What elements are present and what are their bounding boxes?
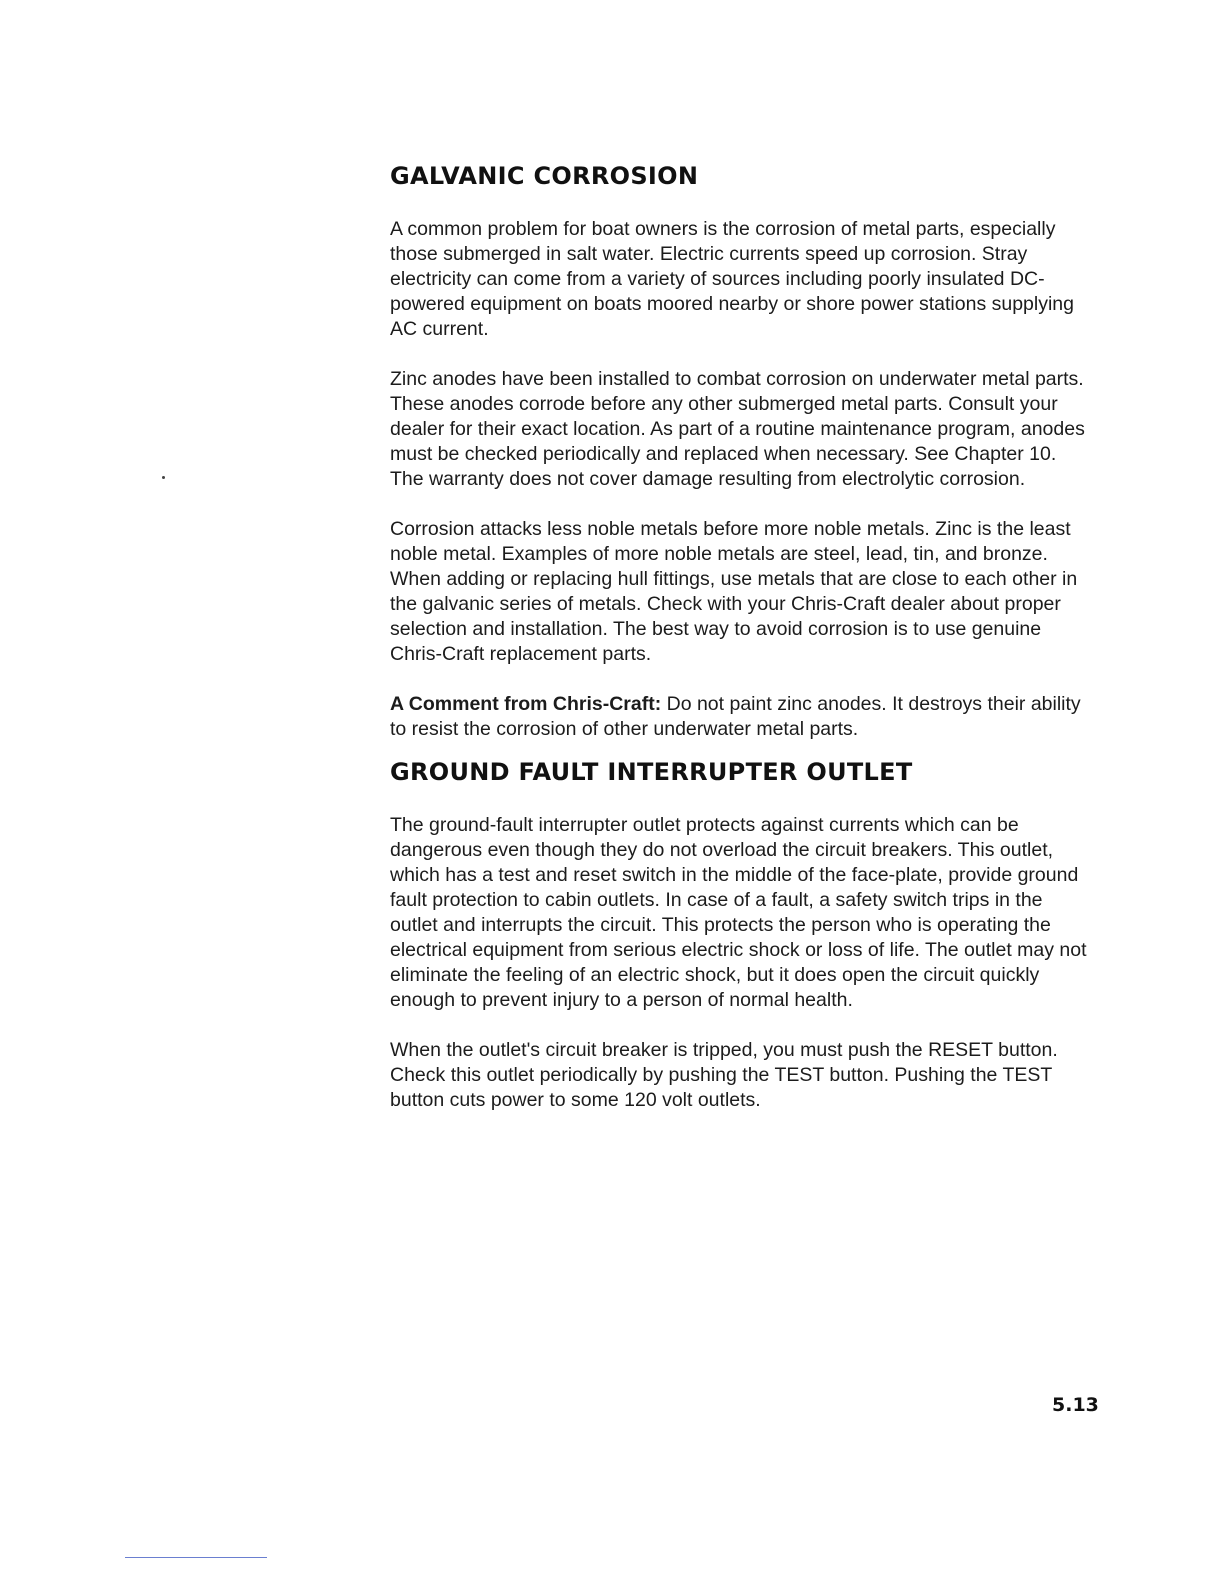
paragraph-zinc-anodes: Zinc anodes have been installed to combat corrosion on underwater metal parts. These anodes corrode before any other submerged metal parts. Consult your dealer for their exact location. As part of a routine maintenance program, anodes must be checked periodically and replaced when necessary. See Chapter 10. The warranty does not cover damage resulting from electrolytic corrosion. [390,368,1085,490]
comment-text: Do not paint zinc anodes. It destroys their ability to resist the corrosion of other underwater metal parts. [390,693,1081,740]
bottom-rule-line [125,1557,267,1558]
section-heading-ground-fault-interrupter-outlet: GROUND FAULT INTERRUPTER OUTLET [390,758,913,786]
paragraph-galvanic-intro: A common problem for boat owners is the corrosion of metal parts, especially those submerged in salt water. Electric currents speed up corrosion. Stray electricity can come from a variety of sources including poorly insulated DC-powered equipment on boats moored nearby or shore power stations supplying AC current. [390,218,1074,340]
manual-page-content [390,160,1090,1138]
comment-label: A Comment from Chris-Craft: [390,693,662,715]
section-heading-galvanic-corrosion: GALVANIC CORROSION [390,162,699,190]
scan-artifact-dot [162,476,165,479]
paragraph-noble-metals: Corrosion attacks less noble metals before more noble metals. Zinc is the least noble metal. Examples of more noble metals are steel, lead, tin, and bronze. When adding or replacing hull fittings, use metals that are close to each other in the galvanic series of metals. Check with your Chris-Craft dealer about proper selection and installation. The best way to avoid corrosion is to use genuine Chris-Craft replacement parts. [390,518,1078,665]
paragraph-gfi-protection: The ground-fault interrupter outlet protects against currents which can be dangerous even though they do not overload the circuit breakers. This outlet, which has a test and reset switch in the middle of the face-plate, provide ground fault protection to cabin outlets. In case of a fault, a safety switch trips in the outlet and interrupts the circuit. This protects the person who is operating the electrical equipment from serious electric shock or loss of life. The outlet may not eliminate the feeling of an electric shock, but it does open the circuit quickly enough to prevent injury to a person of normal health. [390,814,1087,1011]
paragraph-reset-test: When the outlet's circuit breaker is tripped, you must push the RESET button. Check this outlet periodically by pushing the TEST button. Pushing the TEST button cuts power to some 120 volt outlets. [390,1039,1058,1111]
page-number: 5.13 [1052,1394,1099,1416]
comment-from-chris-craft [390,692,1090,742]
